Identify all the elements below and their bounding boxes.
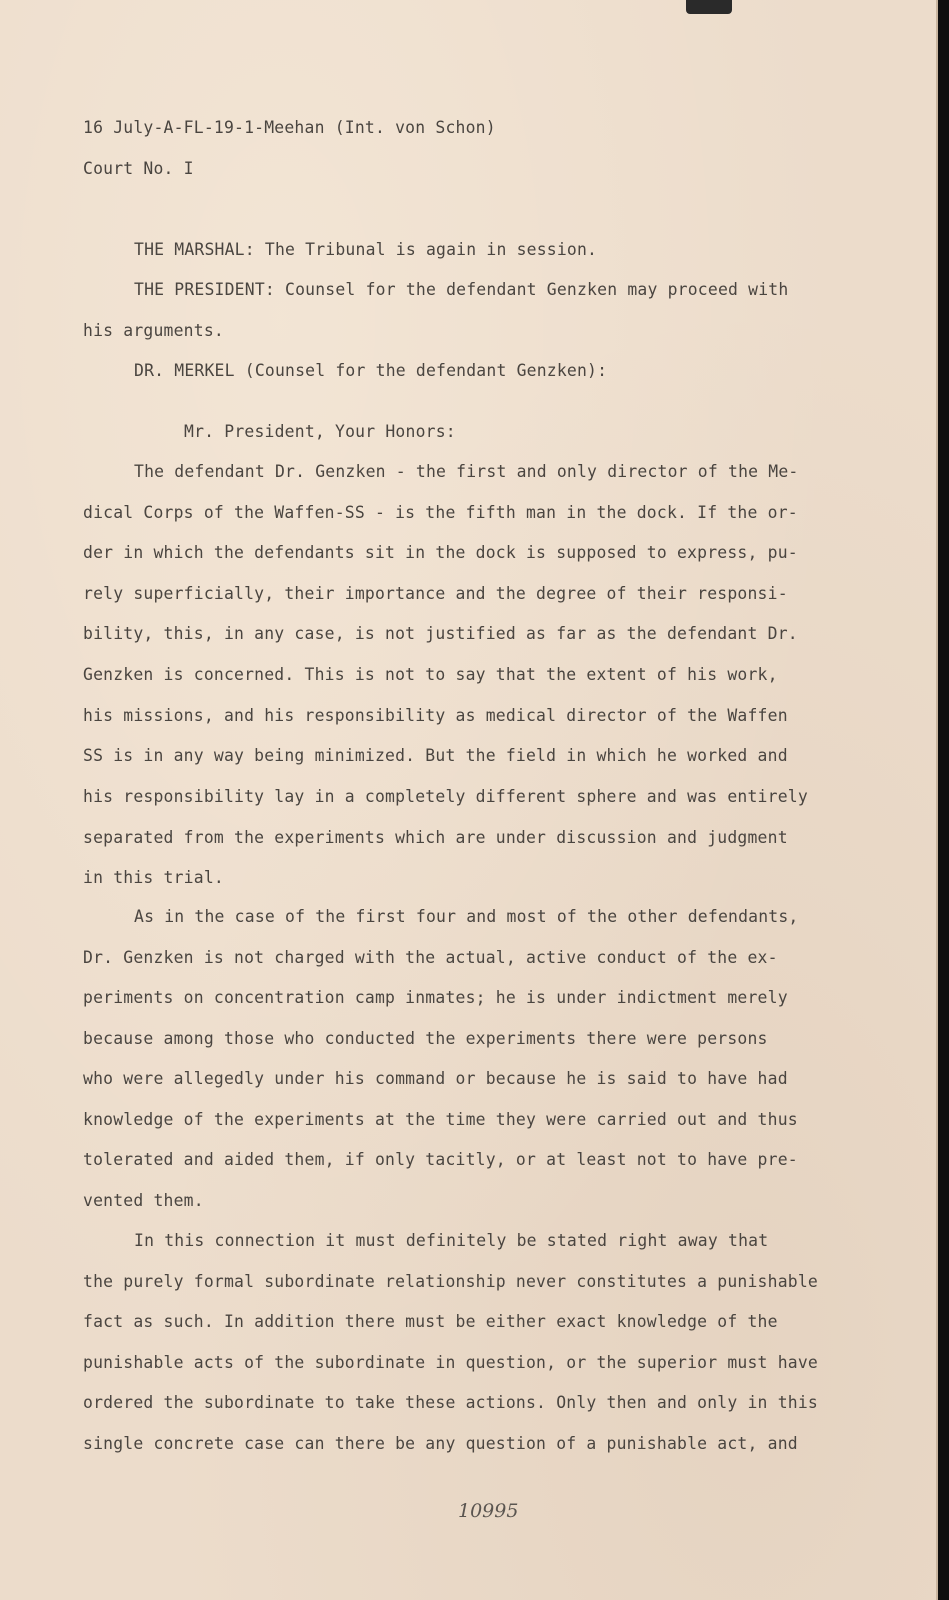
text-line: SS is in any way being minimized. But the field in which he worked and xyxy=(83,746,788,765)
text-line: bility, this, in any case, is not justified as far as the defendant Dr. xyxy=(83,624,798,643)
text-line: der in which the defendants sit in the dock is supposed to express, pu- xyxy=(83,543,798,562)
text-line: fact as such. In addition there must be either exact knowledge of the xyxy=(83,1312,778,1331)
text-line: in this trial. xyxy=(83,868,224,887)
text-line: ordered the subordinate to take these actions. Only then and only in this xyxy=(83,1393,818,1412)
text-line: his arguments. xyxy=(83,321,224,340)
text-line: separated from the experiments which are under discussion and judgment xyxy=(83,828,788,847)
text-line: periments on concentration camp inmates; he is under indictment merely xyxy=(83,988,788,1007)
page-number: 10995 xyxy=(458,1500,519,1522)
text-line: THE PRESIDENT: Counsel for the defendant Genzken may proceed with xyxy=(134,280,789,299)
text-line: In this connection it must definitely be stated right away that xyxy=(134,1231,769,1250)
text-line: As in the case of the first four and most of the other defendants, xyxy=(134,907,799,926)
text-line: rely superficially, their importance and the degree of their responsi- xyxy=(83,584,788,603)
text-line: vented them. xyxy=(83,1191,204,1210)
text-line: Dr. Genzken is not charged with the actual, active conduct of the ex- xyxy=(83,948,778,967)
court-number: Court No. I xyxy=(83,159,194,178)
text-line: dical Corps of the Waffen-SS - is the fifth man in the dock. If the or- xyxy=(83,503,798,522)
text-line: tolerated and aided them, if only tacitly, or at least not to have pre- xyxy=(83,1150,798,1169)
text-line: single concrete case can there be any question of a punishable act, and xyxy=(83,1434,798,1453)
binder-tab-mark xyxy=(686,0,732,14)
document-reference: 16 July-A-FL-19-1-Meehan (Int. von Schon) xyxy=(83,118,496,137)
text-line: because among those who conducted the experiments there were persons xyxy=(83,1029,768,1048)
scan-edge xyxy=(938,0,949,1600)
text-line: punishable acts of the subordinate in question, or the superior must have xyxy=(83,1353,818,1372)
text-line: knowledge of the experiments at the time they were carried out and thus xyxy=(83,1110,798,1129)
text-line: his missions, and his responsibility as medical director of the Waffen xyxy=(83,706,788,725)
text-line: the purely formal subordinate relationship never constitutes a punishable xyxy=(83,1272,818,1291)
text-line: his responsibility lay in a completely different sphere and was entirely xyxy=(83,787,808,806)
text-line: Genzken is concerned. This is not to say that the extent of his work, xyxy=(83,665,778,684)
text-line: DR. MERKEL (Counsel for the defendant Genzken): xyxy=(134,361,608,380)
text-line: who were allegedly under his command or because he is said to have had xyxy=(83,1069,788,1088)
text-line: THE MARSHAL: The Tribunal is again in session. xyxy=(134,240,598,259)
salutation: Mr. President, Your Honors: xyxy=(184,422,456,441)
text-line: The defendant Dr. Genzken - the first and only director of the Me- xyxy=(134,462,799,481)
